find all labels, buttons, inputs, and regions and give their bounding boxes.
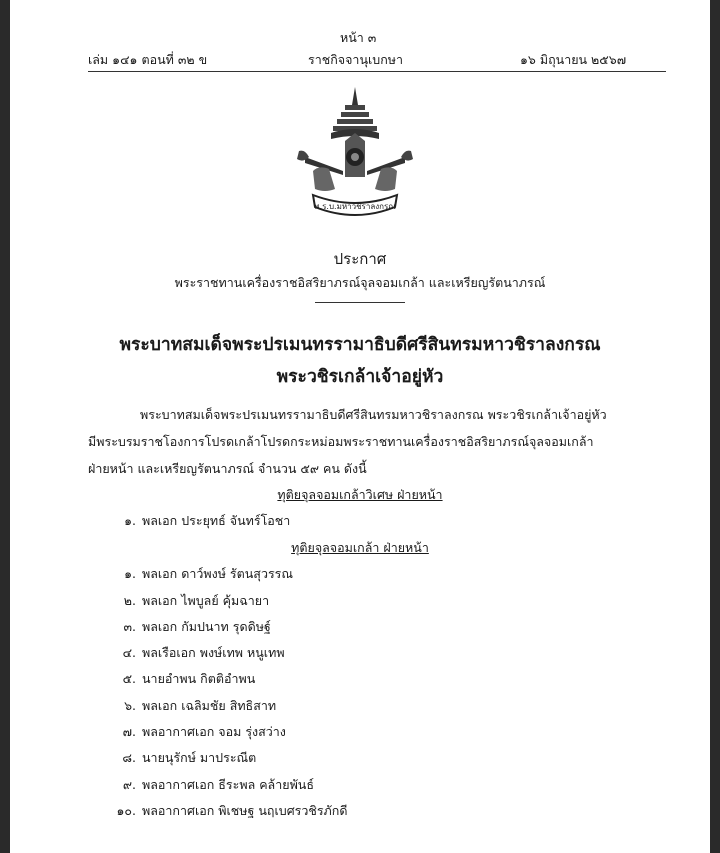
list-item: ๙. พลอากาศเอก ธีระพล คล้ายพันธ์ [122,777,314,792]
volume-info: เล่ม ๑๔๑ ตอนที่ ๓๒ ข [88,52,208,67]
body-line-2: มีพระบรมราชโองการโปรดเกล้าโปรดกระหม่อมพระราชทานเครื่องราชอิสริยาภรณ์จุลจอมเกล้า [88,434,594,449]
section-heading-regular: ทุติยจุลจอมเกล้า ฝ่ายหน้า [291,540,429,555]
title-rule [315,302,405,303]
royal-emblem-icon [285,85,425,225]
header-rule [88,71,666,72]
body-line-1: พระบาทสมเด็จพระปรเมนทรรามาธิบดีศรีสินทรมหาวชิราลงกรณ พระวชิรเกล้าเจ้าอยู่หัว [140,407,607,422]
gazette-name: ราชกิจจานุเบกษา [308,52,404,67]
announcement-title: ประกาศ [333,250,387,268]
list-item: ๑. พลเอก ดาว์พงษ์ รัตนสุวรรณ [124,566,293,581]
section-heading-special: ทุติยจุลจอมเกล้าวิเศษ ฝ่ายหน้า [277,487,443,502]
list-item: ๖. พลเอก เฉลิมชัย สิทธิสาท [124,698,277,713]
king-name-line1: พระบาทสมเด็จพระปรเมนทรรามาธิบดีศรีสินทรมหาวชิราลงกรณ [119,335,601,355]
gazette-page [10,0,710,853]
left-shadow [0,0,10,853]
list-item: ๗. พลอากาศเอก จอม รุ่งสว่าง [122,724,286,739]
list-item: ๘. นายนุรักษ์ มาประณีต [122,750,257,765]
list-item: ๒. พลเอก ไพบูลย์ คุ้มฉายา [123,593,270,608]
right-shadow [710,0,720,853]
list-item: ๓. พลเอก กัมปนาท รุดดิษฐ์ [123,619,271,634]
list-item: ๑. พลเอก ประยุทธ์ จันทร์โอชา [124,513,291,528]
king-name-line2: พระวชิรเกล้าเจ้าอยู่หัว [276,367,444,387]
list-item: ๑๐. พลอากาศเอก พิเชษฐ นฤเบศรวชิรภักดี [116,803,348,818]
page-number: หน้า ๓ [340,30,377,45]
announcement-subtitle: พระราชทานเครื่องราชอิสริยาภรณ์จุลจอมเกล้า และเหรียญรัตนาภรณ์ [174,275,546,290]
body-line-3: ฝ่ายหน้า และเหรียญรัตนาภรณ์ จำนวน ๕๙ คน ดังนี้ [88,461,367,476]
list-item: ๕. นายอำพน กิตติอำพน [122,671,256,686]
list-item: ๔. พลเรือเอก พงษ์เทพ หนูเทพ [122,645,285,660]
publish-date: ๑๖ มิถุนายน ๒๕๖๗ [520,52,627,67]
svg-text:พ.ร.บ.มหาวชิราลงกรณ: พ.ร.บ.มหาวชิราลงกรณ [314,202,396,211]
